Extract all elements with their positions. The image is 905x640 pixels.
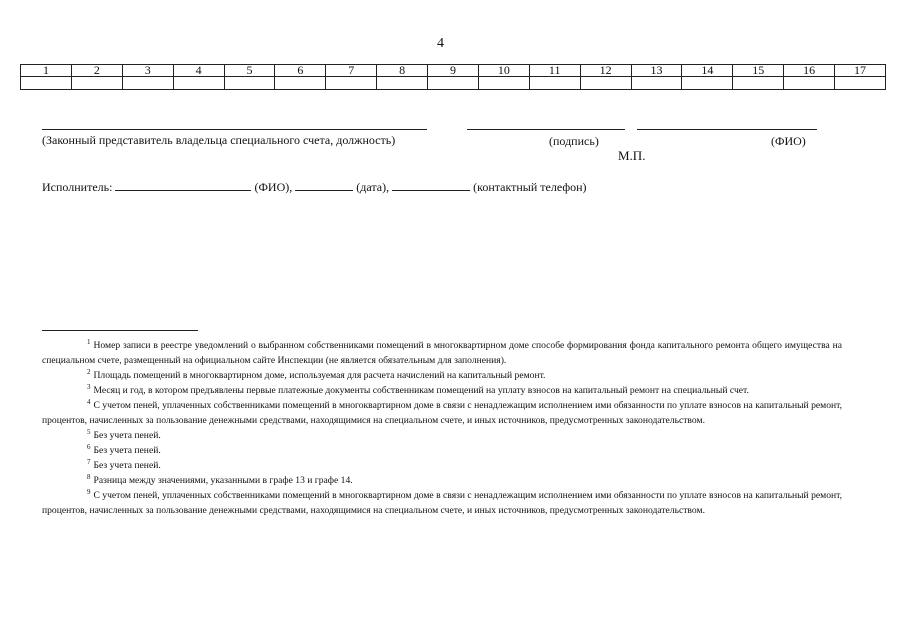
table-cell bbox=[478, 77, 529, 90]
footnote-number: 7 bbox=[87, 457, 91, 466]
footnote-number: 9 bbox=[87, 487, 91, 496]
table-cell bbox=[71, 77, 122, 90]
footnote-text: Без учета пеней. bbox=[93, 430, 161, 441]
footnote-text: С учетом пеней, уплаченных собственниками помещений в многоквартирном доме в связи с ненадлежащим исполнением ими обязанности по уплате взносов на капитальный ремонт, процентов, начисленных за пользование денежными средствами, находящимися на специальном счете, и иных источников, предусмотренных законодательством. bbox=[42, 490, 842, 516]
column-number: 11 bbox=[529, 65, 580, 77]
column-number-row bbox=[21, 65, 886, 77]
footnote bbox=[42, 338, 842, 368]
stamp-label: М.П. bbox=[618, 148, 646, 163]
table-cell bbox=[529, 77, 580, 90]
column-number: 17 bbox=[835, 65, 886, 77]
executor-line bbox=[42, 180, 587, 195]
footnote-number: 8 bbox=[87, 472, 91, 481]
page-number: 4 bbox=[437, 36, 444, 51]
footnote bbox=[42, 368, 842, 383]
column-number: 13 bbox=[631, 65, 682, 77]
table-cell bbox=[377, 77, 428, 90]
executor-fio-label: (ФИО), bbox=[254, 180, 293, 194]
footnote-text: Без учета пеней. bbox=[93, 445, 161, 456]
table-cell bbox=[173, 77, 224, 90]
footnote bbox=[42, 473, 842, 488]
footnote bbox=[42, 428, 842, 443]
footnote-separator bbox=[42, 330, 198, 331]
footnote-text: С учетом пеней, уплаченных собственниками помещений в многоквартирном доме в связи с ненадлежащим исполнением ими обязанности по уплате взносов на капитальный ремонт, процентов, начисленных за пользование денежными средствами, находящимися на специальном счете, и иных источников, предусмотренных законодательством. bbox=[42, 400, 842, 426]
table-cell bbox=[122, 77, 173, 90]
table-cell bbox=[733, 77, 784, 90]
table-cell bbox=[275, 77, 326, 90]
footnote bbox=[42, 458, 842, 473]
representative-line bbox=[42, 129, 427, 130]
table-cell bbox=[835, 77, 886, 90]
executor-fio-blank bbox=[115, 180, 251, 191]
column-number: 5 bbox=[224, 65, 275, 77]
footnote-text: Разница между значениями, указанными в графе 13 и графе 14. bbox=[93, 475, 353, 486]
executor-phone-label: (контактный телефон) bbox=[473, 180, 587, 194]
table-cell bbox=[224, 77, 275, 90]
executor-date-blank bbox=[295, 180, 353, 191]
table-cell bbox=[784, 77, 835, 90]
column-number: 10 bbox=[478, 65, 529, 77]
column-number: 1 bbox=[21, 65, 72, 77]
footnote bbox=[42, 398, 842, 428]
footnote bbox=[42, 383, 842, 398]
executor-label: Исполнитель: bbox=[42, 180, 113, 194]
footnote-number: 5 bbox=[87, 427, 91, 436]
footnote bbox=[42, 488, 842, 518]
empty-data-row bbox=[21, 77, 886, 90]
table-cell bbox=[326, 77, 377, 90]
footnotes bbox=[42, 338, 842, 518]
table-cell bbox=[631, 77, 682, 90]
column-number: 16 bbox=[784, 65, 835, 77]
table-cell bbox=[428, 77, 479, 90]
executor-phone-blank bbox=[392, 180, 470, 191]
fio-label: (ФИО) bbox=[771, 134, 806, 148]
column-number: 2 bbox=[71, 65, 122, 77]
footnote-number: 1 bbox=[87, 337, 91, 346]
representative-label: (Законный представитель владельца специального счета, должность) bbox=[42, 133, 396, 147]
column-number: 8 bbox=[377, 65, 428, 77]
columns-table bbox=[20, 64, 886, 90]
footnote-text: Площадь помещений в многоквартирном доме, используемая для расчета начислений на капитальный ремонт. bbox=[93, 370, 546, 381]
column-number: 7 bbox=[326, 65, 377, 77]
footnote-text: Номер записи в реестре уведомлений о выбранном собственниками помещений в многоквартирном доме способе формирования фонда капитального ремонта общего имущества на специальном счете, размещенный на официальном сайте Инспекции (не является обязательным для заполнения). bbox=[42, 340, 842, 366]
signature-label: (подпись) bbox=[549, 134, 599, 148]
executor-date-label: (дата), bbox=[356, 180, 390, 194]
footnote-number: 3 bbox=[87, 382, 91, 391]
table-cell bbox=[682, 77, 733, 90]
footnote-number: 6 bbox=[87, 442, 91, 451]
signature-line bbox=[467, 129, 625, 130]
column-number: 4 bbox=[173, 65, 224, 77]
column-number: 14 bbox=[682, 65, 733, 77]
column-number: 12 bbox=[580, 65, 631, 77]
table-cell bbox=[580, 77, 631, 90]
column-number: 15 bbox=[733, 65, 784, 77]
column-number: 6 bbox=[275, 65, 326, 77]
footnote-number: 4 bbox=[87, 397, 91, 406]
footnote bbox=[42, 443, 842, 458]
footnote-number: 2 bbox=[87, 367, 91, 376]
footnote-text: Месяц и год, в котором предъявлены первые платежные документы собственникам помещений на уплату взносов на капитальный ремонт на специальный счет. bbox=[93, 385, 749, 396]
column-number: 3 bbox=[122, 65, 173, 77]
table-cell bbox=[21, 77, 72, 90]
fio-line bbox=[637, 129, 817, 130]
footnote-text: Без учета пеней. bbox=[93, 460, 161, 471]
column-number: 9 bbox=[428, 65, 479, 77]
